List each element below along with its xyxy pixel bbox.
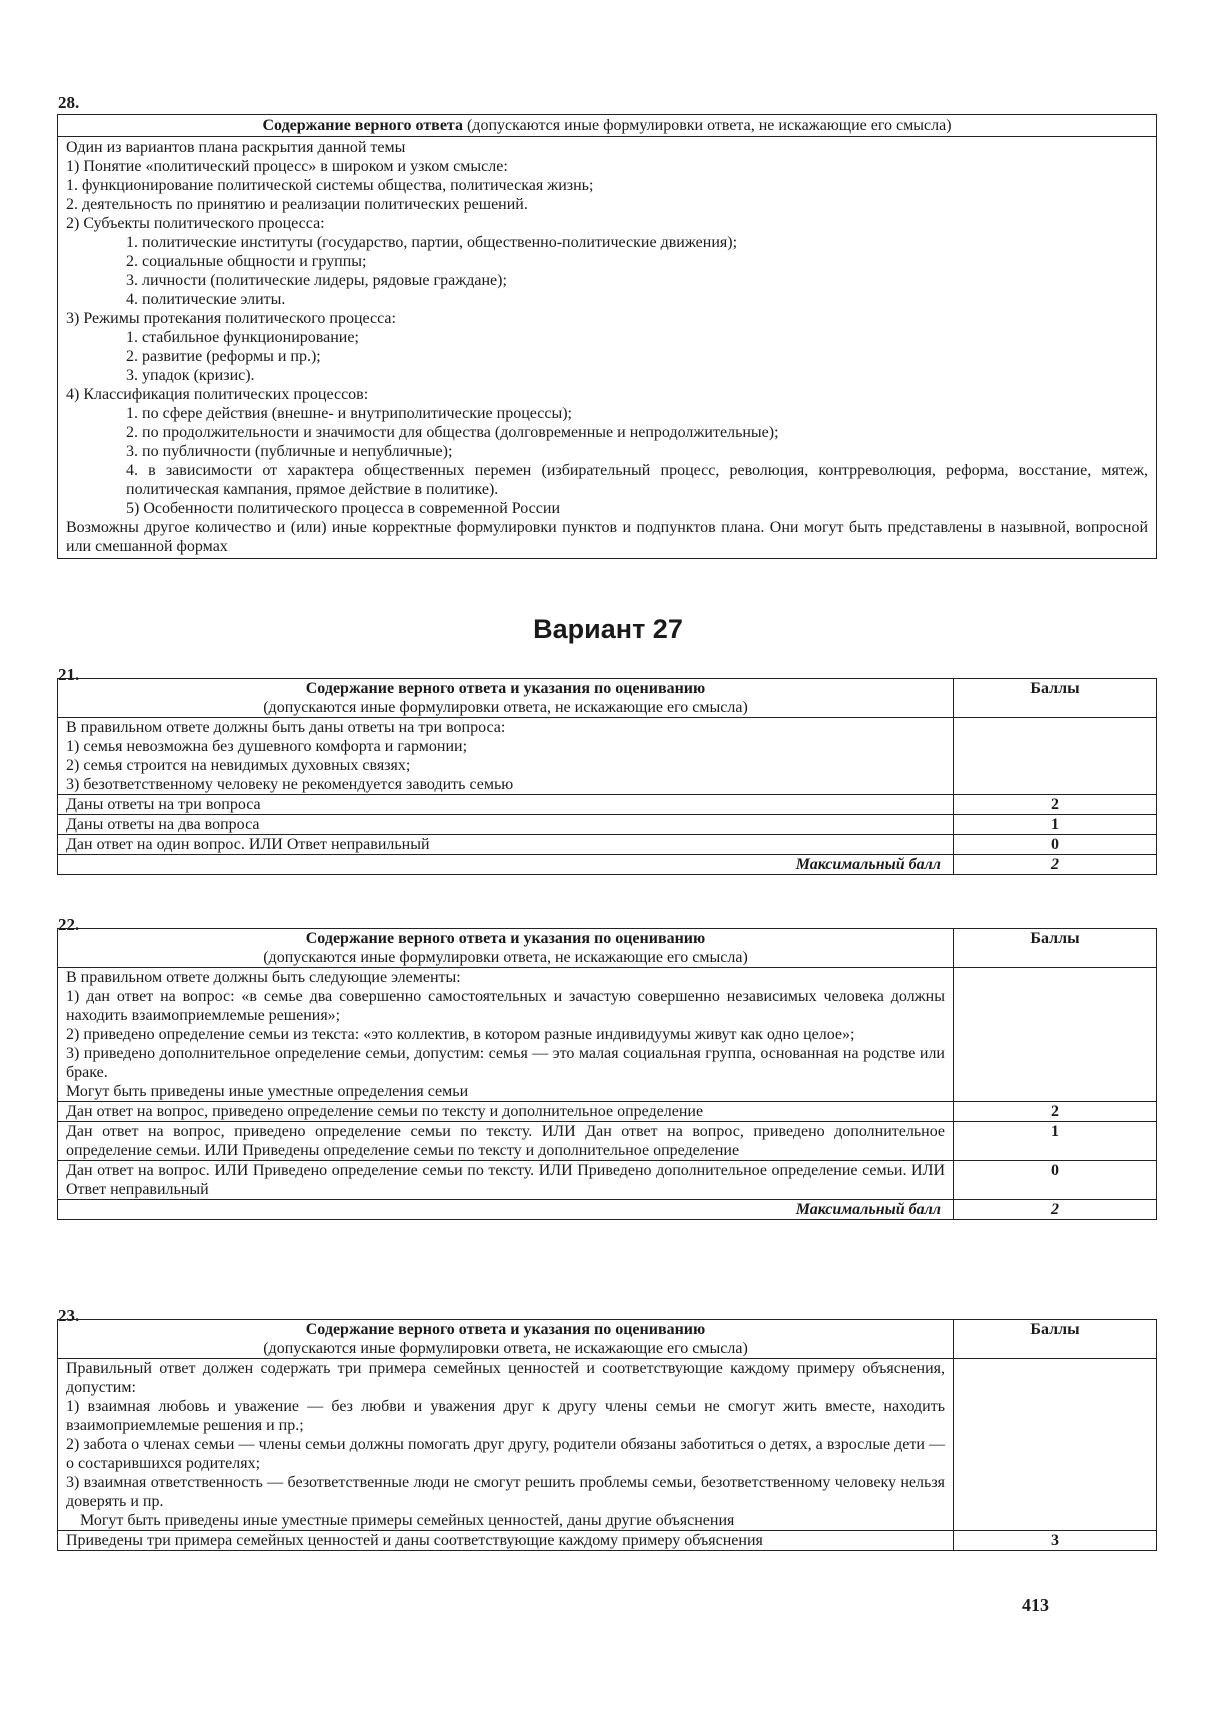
criteria-line: 2) приведено определение семьи из текста: «это коллектив, в котором разные индивидуумы живут как одно целое»; bbox=[66, 1026, 855, 1043]
table-row bbox=[58, 1121, 1156, 1160]
plan-line: Один из вариантов плана раскрытия данной темы bbox=[66, 139, 406, 156]
criterion-text: Дан ответ на вопрос, приведено определение семьи по тексту и дополнительное определение bbox=[66, 1103, 704, 1120]
criterion-text: Даны ответы на два вопроса bbox=[66, 816, 260, 833]
criteria-row bbox=[58, 1358, 1156, 1530]
criterion-text: Дан ответ на вопрос, приведено определение семьи по тексту. ИЛИ Дан ответ на вопрос, приведено дополнительное определение семьи. ИЛИ Приведены определение семьи по тексту и дополнительное определение bbox=[66, 1123, 945, 1159]
criteria-line: Могут быть приведены иные уместные определения семьи bbox=[66, 1083, 469, 1100]
header-normal: (допускаются иные формулировки ответа, не искажающие его смысла) bbox=[462, 117, 952, 134]
header-line2: (допускаются иные формулировки ответа, не искажающие его смысла) bbox=[263, 1340, 748, 1357]
criteria-line: Правильный ответ должен содержать три примера семейных ценностей и соответствующие каждому примеру объяснения, допустим: bbox=[66, 1360, 945, 1396]
header-line2: (допускаются иные формулировки ответа, не искажающие его смысла) bbox=[263, 699, 748, 716]
plan-line: 2. по продолжительности и значимости для общества (долговременные и непродолжительные); bbox=[126, 424, 779, 441]
criteria-cell bbox=[58, 968, 953, 1101]
criterion-text: Дан ответ на вопрос. ИЛИ Приведено определение семьи по тексту. ИЛИ Приведено дополнительное определение семьи. ИЛИ Ответ неправильный bbox=[66, 1162, 945, 1198]
plan-line: 4. политические элиты. bbox=[126, 291, 286, 308]
criterion-text: Дан ответ на один вопрос. ИЛИ Ответ неправильный bbox=[66, 836, 430, 853]
criteria-line: 3) приведено дополнительное определение семьи, допустим: семья — это малая социальная группа, основанная на родстве или браке. bbox=[66, 1045, 945, 1081]
empty-score-cell bbox=[953, 718, 1156, 794]
question-number: 22. bbox=[58, 915, 80, 934]
criteria-line: В правильном ответе должны быть даны ответы на три вопроса: bbox=[66, 719, 506, 736]
plan-line: 2) Субъекты политического процесса: bbox=[66, 215, 325, 232]
plan-line: 3) Режимы протекания политического процесса: bbox=[66, 310, 396, 327]
header-line2: (допускаются иные формулировки ответа, не искажающие его смысла) bbox=[263, 949, 748, 966]
score-value: 2 bbox=[953, 795, 1156, 814]
header-cell bbox=[58, 1320, 953, 1358]
criterion-text: Приведены три примера семейных ценностей и даны соответствующие каждому примеру объяснения bbox=[66, 1532, 763, 1549]
criteria-line: 1) семья невозможна без душевного комфорта и гармонии; bbox=[66, 738, 468, 755]
score-value: 3 bbox=[953, 1531, 1156, 1550]
table-header bbox=[58, 115, 1156, 137]
plan-line: 1. политические институты (государство, партии, общественно-политические движения); bbox=[126, 234, 738, 251]
plan-line: 1. по сфере действия (внешне- и внутриполитические процессы); bbox=[126, 405, 572, 422]
question-number: 23. bbox=[58, 1306, 80, 1325]
page-number: 413 bbox=[1022, 1595, 1049, 1615]
plan-line: 3. упадок (кризис). bbox=[126, 367, 255, 384]
criteria-line: В правильном ответе должны быть следующие элементы: bbox=[66, 969, 461, 986]
criteria-row bbox=[58, 717, 1156, 794]
scoring-table bbox=[57, 678, 1157, 875]
plan-line: 1) Понятие «политический процесс» в широком и узком смысле: bbox=[66, 158, 508, 175]
plan-line: 2. развитие (реформы и пр.); bbox=[126, 348, 321, 365]
score-header: Баллы bbox=[953, 1320, 1156, 1358]
header-cell bbox=[58, 679, 953, 717]
header-cell bbox=[58, 929, 953, 967]
criteria-line: 2) забота о членах семьи — члены семьи должны помогать друг другу, родители обязаны заботиться о детях, а взрослые дети — о состарившихся родителях; bbox=[66, 1436, 945, 1472]
table-header-row bbox=[58, 929, 1156, 967]
table-row bbox=[58, 814, 1156, 834]
criterion-text: Даны ответы на три вопроса bbox=[66, 796, 261, 813]
criteria-cell bbox=[58, 1359, 953, 1530]
criteria-line: 1) взаимная любовь и уважение — без любви и уважения друг к другу члены семьи не смогут жить вместе, находить взаимоприемлемые решения и пр.; bbox=[66, 1398, 945, 1434]
question-number-28: 28. bbox=[58, 93, 80, 112]
header-line1: Содержание верного ответа и указания по оцениванию bbox=[305, 680, 706, 697]
plan-line: 1. функционирование политической системы общества, политическая жизнь; bbox=[66, 177, 594, 194]
plan-line: 2. деятельность по принятию и реализации политических решений. bbox=[66, 196, 528, 213]
variant-title: Вариант 27 bbox=[533, 614, 683, 644]
criteria-line: 2) семья строится на невидимых духовных связях; bbox=[66, 757, 411, 774]
score-value: 1 bbox=[953, 1122, 1156, 1160]
max-score-label: Максимальный балл bbox=[795, 1201, 941, 1218]
plan-line: Возможны другое количество и (или) иные корректные формулировки пунктов и подпунктов плана. Они могут быть представлены в назывной, вопросной или смешанной формах bbox=[66, 519, 1148, 555]
plan-line: 2. социальные общности и группы; bbox=[126, 253, 367, 270]
plan-line: 4. в зависимости от характера общественных перемен (избирательный процесс, революция, контрреволюция, реформа, восстание, мятеж, политическая кампания, прямое действие в политике). bbox=[126, 462, 1148, 498]
scoring-table bbox=[57, 928, 1157, 1220]
max-score-value: 2 bbox=[953, 1200, 1156, 1219]
plan-line: 3. по публичности (публичные и непубличные); bbox=[126, 443, 453, 460]
table-header-row bbox=[58, 679, 1156, 717]
score-header: Баллы bbox=[953, 929, 1156, 967]
table-header-row bbox=[58, 1320, 1156, 1358]
score-value: 1 bbox=[953, 815, 1156, 834]
header-line1: Содержание верного ответа и указания по оцениванию bbox=[305, 1321, 706, 1338]
plan-line: 5) Особенности политического процесса в современной России bbox=[126, 500, 560, 517]
score-value: 0 bbox=[953, 835, 1156, 854]
criteria-line: Могут быть приведены иные уместные примеры семейных ценностей, даны другие объяснения bbox=[80, 1512, 735, 1529]
answer-table-28 bbox=[57, 114, 1157, 559]
plan-line: 1. стабильное функционирование; bbox=[126, 329, 359, 346]
score-value: 0 bbox=[953, 1161, 1156, 1199]
plan-line: 4) Классификация политических процессов: bbox=[66, 386, 369, 403]
question-number: 21. bbox=[58, 665, 80, 684]
max-score-label: Максимальный балл bbox=[795, 856, 941, 873]
table-row bbox=[58, 794, 1156, 814]
table-row bbox=[58, 1530, 1156, 1550]
criteria-line: 3) безответственному человеку не рекомендуется заводить семью bbox=[66, 776, 514, 793]
plan-line: 3. личности (политические лидеры, рядовые граждане); bbox=[126, 272, 507, 289]
max-score-row bbox=[58, 1199, 1156, 1219]
score-header: Баллы bbox=[953, 679, 1156, 717]
answer-content bbox=[58, 137, 1156, 558]
empty-score-cell bbox=[953, 1359, 1156, 1530]
empty-score-cell bbox=[953, 968, 1156, 1101]
table-row bbox=[58, 1160, 1156, 1199]
max-score-row bbox=[58, 854, 1156, 874]
table-row bbox=[58, 1101, 1156, 1121]
header-bold: Содержание верного ответа bbox=[262, 117, 463, 134]
criteria-line: 1) дан ответ на вопрос: «в семье два совершенно самостоятельных и зачастую совершенно независимых человека должны находить взаимоприемлемые решения»; bbox=[66, 988, 945, 1024]
table-row bbox=[58, 834, 1156, 854]
score-value: 2 bbox=[953, 1102, 1156, 1121]
criteria-row bbox=[58, 967, 1156, 1101]
header-line1: Содержание верного ответа и указания по оцениванию bbox=[305, 930, 706, 947]
scoring-table bbox=[57, 1319, 1157, 1551]
criteria-cell bbox=[58, 718, 953, 794]
max-score-value: 2 bbox=[953, 855, 1156, 874]
criteria-line: 3) взаимная ответственность — безответственные люди не смогут решить проблемы семьи, безответственному человеку нельзя доверять и пр. bbox=[66, 1474, 945, 1510]
